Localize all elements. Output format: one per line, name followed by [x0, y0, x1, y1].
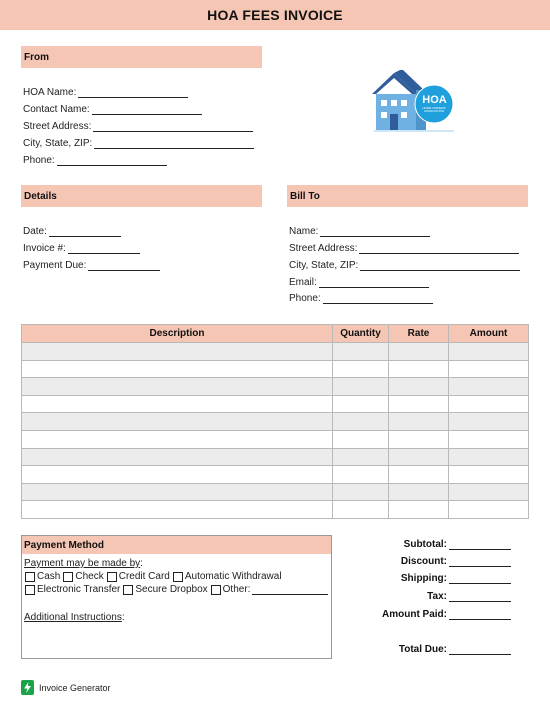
- table-row: [22, 483, 529, 501]
- table-row: [22, 395, 529, 413]
- payment-method-heading: Payment Method: [22, 536, 331, 554]
- bill-name-field[interactable]: [289, 226, 430, 237]
- description-cell[interactable]: [22, 501, 333, 519]
- amount-cell[interactable]: [449, 501, 529, 519]
- total-due-label: Total Due:: [398, 644, 447, 655]
- from-heading: From: [21, 46, 262, 68]
- subtotal-line[interactable]: [449, 540, 511, 550]
- bill-phone-field[interactable]: [289, 293, 433, 304]
- quantity-cell[interactable]: [333, 448, 389, 466]
- from-street-field[interactable]: [23, 121, 253, 132]
- bill-city-label: City, State, ZIP:: [289, 260, 359, 271]
- description-cell[interactable]: [22, 466, 333, 484]
- tax-field[interactable]: [427, 591, 511, 602]
- payment-options-row-1: [24, 571, 282, 582]
- logo-badge-text: HOA: [422, 94, 447, 106]
- table-row: [22, 501, 529, 519]
- amount-cell[interactable]: [449, 413, 529, 431]
- rate-cell[interactable]: [389, 360, 449, 378]
- items-table: [21, 324, 529, 519]
- electronic-transfer-label: Electronic Transfer: [37, 584, 121, 595]
- table-row: [22, 343, 529, 361]
- discount-field[interactable]: [401, 556, 511, 567]
- from-phone-line[interactable]: [57, 156, 167, 166]
- rate-cell[interactable]: [389, 501, 449, 519]
- bill-phone-line[interactable]: [323, 294, 433, 304]
- invoice-number-label: Invoice #:: [23, 243, 66, 254]
- description-cell[interactable]: [22, 395, 333, 413]
- rate-cell[interactable]: [389, 343, 449, 361]
- title-bar: [0, 0, 550, 30]
- footer-brand: Invoice Generator: [39, 682, 111, 693]
- payment-method-box: [21, 535, 332, 659]
- tax-line[interactable]: [449, 592, 511, 602]
- hoa-name-label: HOA Name:: [23, 87, 77, 98]
- bill-email-line[interactable]: [319, 278, 429, 288]
- quantity-cell[interactable]: [333, 430, 389, 448]
- payment-intro-text: Payment may be made by: [24, 558, 141, 569]
- secure-dropbox-checkbox[interactable]: [123, 585, 133, 595]
- table-row: [22, 413, 529, 431]
- table-row: [22, 360, 529, 378]
- from-phone-label: Phone:: [23, 155, 55, 166]
- invoice-number-line[interactable]: [68, 244, 140, 254]
- cash-label: Cash: [37, 571, 61, 582]
- credit-card-label: Credit Card: [118, 571, 170, 582]
- bill-email-field[interactable]: [289, 277, 429, 288]
- quantity-cell[interactable]: [333, 378, 389, 396]
- automatic-withdrawal-checkbox[interactable]: [173, 572, 183, 582]
- secure-dropbox-label: Secure Dropbox: [135, 584, 208, 595]
- rate-cell[interactable]: [389, 466, 449, 484]
- bill-street-label: Street Address:: [289, 243, 358, 254]
- shipping-field[interactable]: [401, 573, 511, 584]
- other-checkbox[interactable]: [211, 585, 221, 595]
- payment-intro: [24, 558, 143, 569]
- table-row: [22, 430, 529, 448]
- rate-cell[interactable]: [389, 430, 449, 448]
- electronic-transfer-checkbox[interactable]: [25, 585, 35, 595]
- bill-city-field[interactable]: [289, 260, 520, 271]
- additional-instructions-colon: :: [121, 612, 125, 623]
- rate-cell[interactable]: [389, 483, 449, 501]
- contact-name-label: Contact Name:: [23, 104, 90, 115]
- shipping-line[interactable]: [449, 574, 511, 584]
- amount-cell[interactable]: [449, 430, 529, 448]
- date-field[interactable]: [23, 226, 121, 237]
- from-phone-field[interactable]: [23, 155, 167, 166]
- contact-name-field[interactable]: [23, 104, 202, 115]
- description-header: Description: [22, 325, 333, 343]
- bill-street-field[interactable]: [289, 243, 519, 254]
- quantity-cell[interactable]: [333, 466, 389, 484]
- from-street-line[interactable]: [93, 122, 253, 132]
- rate-cell[interactable]: [389, 395, 449, 413]
- details-heading: Details: [21, 185, 262, 207]
- rate-cell[interactable]: [389, 378, 449, 396]
- total-due-field[interactable]: [399, 644, 511, 655]
- date-label: Date:: [23, 226, 47, 237]
- check-label: Check: [75, 571, 104, 582]
- lightning-icon: [21, 680, 34, 695]
- from-street-label: Street Address:: [23, 121, 92, 132]
- amount-paid-field[interactable]: [382, 609, 511, 620]
- description-cell[interactable]: [22, 413, 333, 431]
- rate-cell[interactable]: [389, 448, 449, 466]
- rate-cell[interactable]: [389, 413, 449, 431]
- items-body: [22, 343, 529, 519]
- quantity-cell[interactable]: [333, 501, 389, 519]
- payment-due-line[interactable]: [88, 261, 160, 271]
- amount-cell[interactable]: [449, 395, 529, 413]
- amount-paid-label: Amount Paid:: [382, 609, 447, 620]
- subtotal-label: Subtotal:: [403, 539, 447, 550]
- description-cell[interactable]: [22, 378, 333, 396]
- bill-street-line[interactable]: [359, 244, 519, 254]
- items-header-row: [22, 325, 529, 343]
- discount-line[interactable]: [449, 557, 511, 567]
- description-cell[interactable]: [22, 448, 333, 466]
- amount-cell[interactable]: [449, 448, 529, 466]
- total-due-line[interactable]: [449, 645, 511, 655]
- description-cell[interactable]: [22, 430, 333, 448]
- page-title: HOA FEES INVOICE: [207, 7, 343, 23]
- additional-instructions: [24, 612, 125, 623]
- quantity-cell[interactable]: [333, 343, 389, 361]
- from-city-field[interactable]: [23, 138, 254, 149]
- other-line[interactable]: [252, 585, 328, 595]
- tax-label: Tax:: [427, 591, 447, 602]
- automatic-withdrawal-label: Automatic Withdrawal: [184, 571, 282, 582]
- description-cell[interactable]: [22, 360, 333, 378]
- cash-checkbox[interactable]: [25, 572, 35, 582]
- bill-name-label: Name:: [289, 226, 319, 237]
- amount-cell[interactable]: [449, 360, 529, 378]
- bill-email-label: Email:: [289, 277, 317, 288]
- quantity-cell[interactable]: [333, 483, 389, 501]
- table-row: [22, 448, 529, 466]
- quantity-cell[interactable]: [333, 360, 389, 378]
- credit-card-checkbox[interactable]: [107, 572, 117, 582]
- hoa-name-line[interactable]: [78, 88, 188, 98]
- quantity-header: Quantity: [333, 325, 389, 343]
- table-row: [22, 466, 529, 484]
- bill-phone-label: Phone:: [289, 293, 321, 304]
- additional-instructions-label: Additional Instructions: [24, 612, 122, 623]
- bill-to-heading: Bill To: [287, 185, 528, 207]
- quantity-cell[interactable]: [333, 413, 389, 431]
- invoice-number-field[interactable]: [23, 243, 140, 254]
- amount-cell[interactable]: [449, 343, 529, 361]
- amount-cell[interactable]: [449, 378, 529, 396]
- discount-label: Discount:: [400, 556, 447, 567]
- date-line[interactable]: [49, 227, 121, 237]
- table-row: [22, 378, 529, 396]
- amount-paid-line[interactable]: [449, 610, 511, 620]
- payment-intro-colon: :: [140, 558, 143, 569]
- from-city-label: City, State, ZIP:: [23, 138, 93, 149]
- footer: [21, 680, 111, 695]
- payment-due-field[interactable]: [23, 260, 160, 271]
- description-cell[interactable]: [22, 343, 333, 361]
- payment-options-row-2: [24, 584, 328, 595]
- check-checkbox[interactable]: [63, 572, 73, 582]
- subtotal-field[interactable]: [404, 539, 511, 550]
- hoa-name-field[interactable]: [23, 87, 188, 98]
- description-cell[interactable]: [22, 483, 333, 501]
- payment-due-label: Payment Due:: [23, 260, 87, 271]
- hoa-logo: [372, 70, 456, 132]
- from-city-line[interactable]: [94, 139, 254, 149]
- amount-cell[interactable]: [449, 483, 529, 501]
- bill-name-line[interactable]: [320, 227, 430, 237]
- other-label: Other:: [222, 584, 251, 595]
- quantity-cell[interactable]: [333, 395, 389, 413]
- logo-badge-subtext: HOME OWNERS ASSOCIATION: [422, 106, 446, 114]
- shipping-label: Shipping:: [400, 573, 447, 584]
- contact-name-line[interactable]: [92, 105, 202, 115]
- amount-header: Amount: [449, 325, 529, 343]
- rate-header: Rate: [389, 325, 449, 343]
- amount-cell[interactable]: [449, 466, 529, 484]
- bill-city-line[interactable]: [360, 261, 520, 271]
